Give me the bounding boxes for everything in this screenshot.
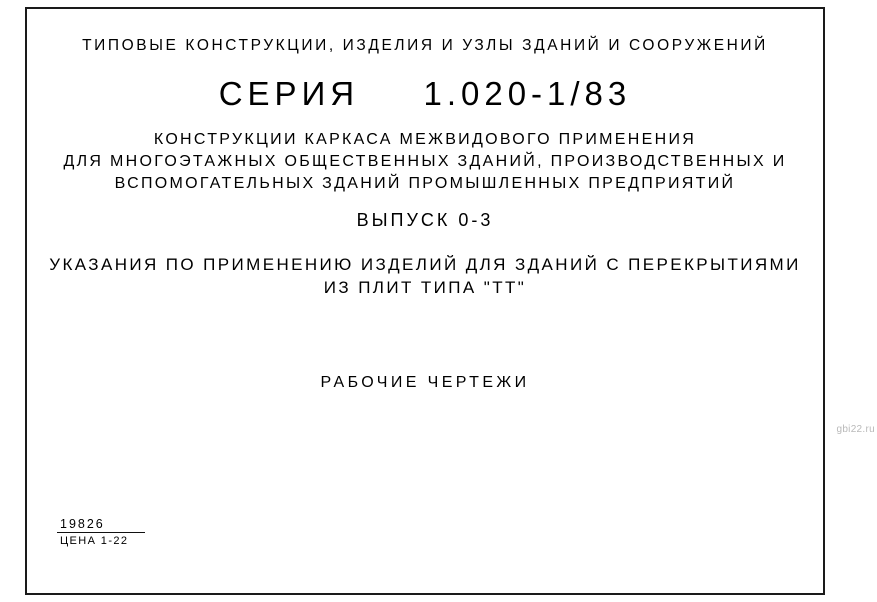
document-header-line: ТИПОВЫЕ КОНСТРУКЦИИ, ИЗДЕЛИЯ И УЗЛЫ ЗДАНИЙ И СООРУЖЕНИЙ (82, 37, 768, 54)
code-number: 19826 (60, 517, 105, 531)
working-drawings-label: РАБОЧИЕ ЧЕРТЕЖИ (320, 374, 530, 391)
series-number: 1.020-1/83 (423, 75, 632, 112)
code-block (57, 517, 227, 547)
document-title-line-1: УКАЗАНИЯ ПО ПРИМЕНЕНИЮ ИЗДЕЛИЙ ДЛЯ ЗДАНИЙ С ПЕРЕКРЫТИЯМИ (49, 255, 801, 274)
watermark-text: gbi22.ru (836, 424, 875, 435)
subtitle-line-2: ДЛЯ МНОГОЭТАЖНЫХ ОБЩЕСТВЕННЫХ ЗДАНИЙ, ПРОИЗВОДСТВЕННЫХ И (63, 153, 787, 170)
document-title-line-2: ИЗ ПЛИТ ТИПА "ТТ" (323, 278, 527, 297)
series-label: СЕРИЯ (218, 75, 360, 112)
subtitle-line-3: ВСПОМОГАТЕЛЬНЫХ ЗДАНИЙ ПРОМЫШЛЕННЫХ ПРЕДПРИЯТИЙ (114, 175, 736, 192)
title-page-content (25, 7, 825, 595)
subtitle-line-1: КОНСТРУКЦИИ КАРКАСА МЕЖВИДОВОГО ПРИМЕНЕНИЯ (153, 131, 697, 148)
code-divider (57, 532, 145, 533)
price-label: ЦЕНА 1-22 (60, 535, 129, 547)
issue-number: ВЫПУСК 0-3 (356, 210, 494, 230)
series-line (25, 75, 825, 113)
